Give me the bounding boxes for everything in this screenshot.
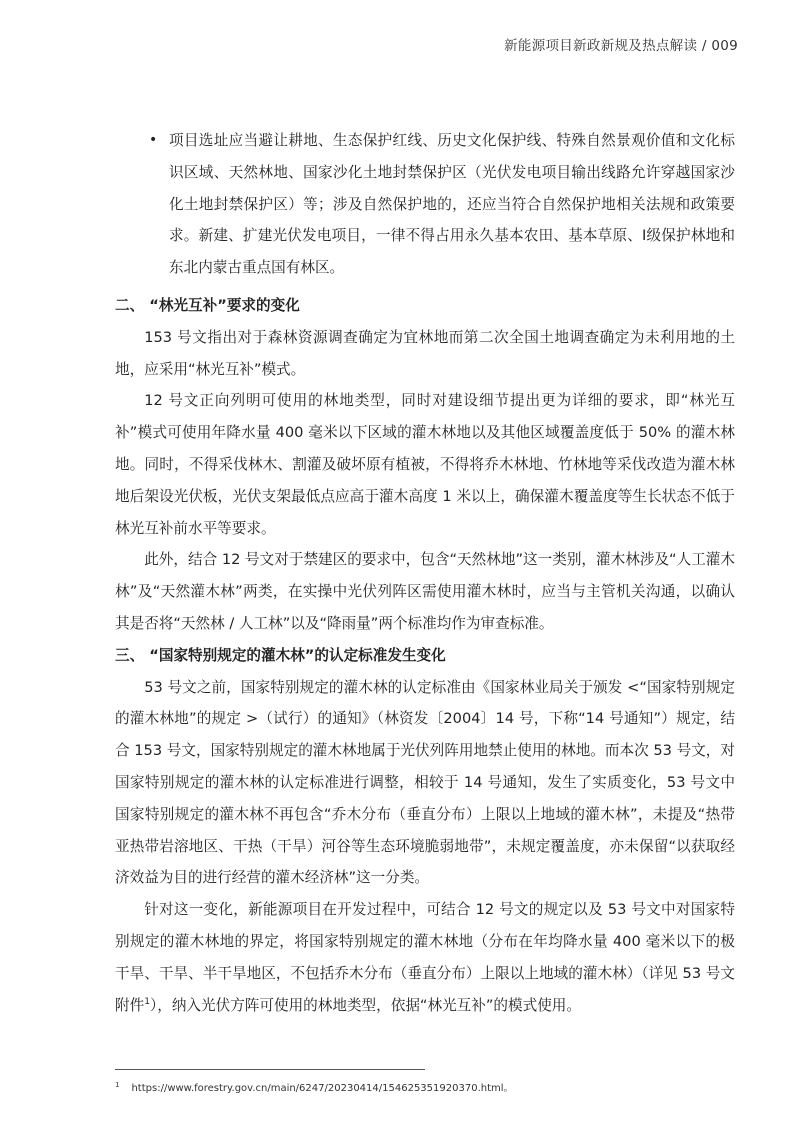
- bullet-text: 项目选址应当避让耕地、生态保护红线、历史文化保护线、特殊自然景观价值和文化标识区域、天然林地、国家沙化土地封禁保护区（光伏发电项目输出线路允许穿越国家沙化土地封禁保护区）等；涉及自然保护地的，还应当符合自然保护地相关法规和政策要求。新建、扩建光伏发电项目，一律不得占用永久基本农田、基本草原、Ⅰ级保护林地和东北内蒙古重点国有林区。: [169, 132, 735, 277]
- document-body: [115, 125, 735, 1021]
- footnote-reference[interactable]: 1: [144, 996, 150, 1007]
- footnote: [115, 1079, 514, 1094]
- footnote-link[interactable]: https://www.forestry.gov.cn/main/6247/20230414/154625351920370.html。: [131, 1083, 514, 1094]
- bullet-marker: •: [149, 132, 158, 148]
- paragraph: 12 号文正向列明可使用的林地类型，同时对建设细节提出更为详细的要求，即“林光互补”模式可使用年降水量 400 毫米以下区域的灌木林地以及其他区域覆盖度低于 50% 的灌木林地。同时，不得采伐林木、割灌及破坏原有植被，不得将乔木林地、竹林地等采伐改造为灌木林地后架设光伏板，光伏支架最低点应高于灌木高度 1 米以上，确保灌木覆盖度等生长状态不低于林光互补前水平等要求。: [115, 392, 735, 537]
- footnote-divider: [115, 1069, 425, 1070]
- section-heading-2: 二、 “林光互补”要求的变化: [115, 296, 300, 314]
- paragraph-text: ），纳入光伏方阵可使用的林地类型，依据“林光互补”的模式使用。: [149, 996, 581, 1014]
- running-header: 新能源项目新政新规及热点解读 / 009: [504, 38, 738, 54]
- bullet-item: [115, 125, 735, 284]
- paragraph-text: 针对这一变化，新能源项目在开发过程中，可结合 12 号文的规定以及 53 号文中对国家特别规定的灌木林地的界定，将国家特别规定的灌木林地（分布在年均降水量 400 毫米以下的极干旱、干旱、半干旱地区，不包括乔木分布（垂直分布）上限以上地域的灌木林）（详见 53 号文附件: [115, 901, 735, 1014]
- section-heading-3: 三、 “国家特别规定的灌木林”的认定标准发生变化: [115, 646, 446, 664]
- paragraph: [115, 894, 735, 1021]
- paragraph: 此外，结合 12 号文对于禁建区的要求中，包含“天然林地”这一类别，灌木林涉及“人工灌木林”及“天然灌木林”两类，在实操中光伏列阵区需使用灌木林时，应当与主管机关沟通，以确认其是否将“天然林 / 人工林”以及“降雨量”两个标准均作为审查标准。: [115, 551, 735, 632]
- footnote-number: 1: [115, 1080, 120, 1089]
- paragraph: 53 号文之前，国家特别规定的灌木林的认定标准由《国家林业局关于颁发 <“国家特别规定的灌木林地”的规定 >（试行）的通知》（林资发〔2004〕14 号，下称“14 号通知”）规定，结合 153 号文，国家特别规定的灌木林地属于光伏列阵用地禁止使用的林地。而本次 53 号文，对国家特别规定的灌木林的认定标准进行调整，相较于 14 号通知，发生了实质变化，53 号文中国家特别规定的灌木林不再包含“乔木分布（垂直分布）上限以上地域的灌木林”，未提及“热带亚热带岩溶地区、干热（干旱）河谷等生态环境脆弱地带”，未规定覆盖度，亦未保留“以获取经济效益为目的进行经营的灌木经济林”这一分类。: [115, 678, 735, 887]
- paragraph: 153 号文指出对于森林资源调查确定为宜林地而第二次全国土地调查确定为未利用地的土地，应采用“林光互补”模式。: [115, 328, 735, 378]
